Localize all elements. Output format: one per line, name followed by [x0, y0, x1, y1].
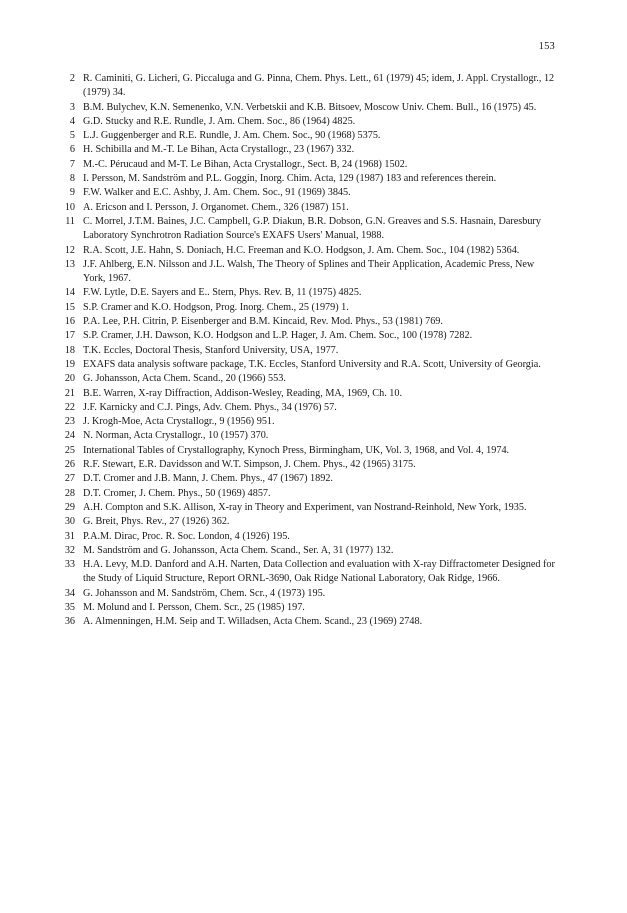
- reference-item: [60, 458, 556, 472]
- reference-item: [60, 401, 556, 415]
- reference-number: 11: [65, 215, 75, 227]
- reference-text: P.A. Lee, P.H. Citrin, P. Eisenberger and B.M. Kincaid, Rev. Mod. Phys., 53 (1981) 769.: [83, 316, 443, 328]
- reference-number: 5: [69, 130, 75, 142]
- reference-text: J.F. Karnicky and C.J. Pings, Adv. Chem. Phys., 34 (1976) 57.: [83, 401, 337, 413]
- reference-text: A. Almenningen, H.M. Seip and T. Willadsen, Acta Chem. Scand., 23 (1969) 2748.: [83, 616, 423, 628]
- reference-text: G. Johansson and M. Sandström, Chem. Scr., 4 (1973) 195.: [83, 587, 326, 599]
- reference-text: EXAFS data analysis software package, T.K. Eccles, Stanford University and R.A. Scott, University of Georgia.: [83, 358, 541, 370]
- reference-text: F.W. Lytle, D.E. Sayers and E.. Stern, Phys. Rev. B, 11 (1975) 4825.: [83, 287, 362, 299]
- reference-text: N. Norman, Acta Crystallogr., 10 (1957) 370.: [83, 430, 269, 442]
- reference-item: [60, 344, 556, 358]
- reference-number: 3: [69, 101, 75, 113]
- reference-item: [60, 429, 556, 443]
- reference-text: D.T. Cromer and J.B. Mann, J. Chem. Phys., 47 (1967) 1892.: [83, 473, 333, 485]
- reference-number: 8: [69, 173, 75, 185]
- reference-number: 24: [64, 430, 75, 442]
- reference-text: H.A. Levy, M.D. Danford and A.H. Narten, Data Collection and evaluation with X-ray Diffractometer Designed for the Study of Liquid Structure, Report ORNL-3690, Oak Ridge National Laboratory, Oak Ridge, 1966.: [83, 559, 555, 585]
- reference-number: 33: [64, 559, 75, 571]
- reference-number: 16: [64, 316, 75, 328]
- reference-item: [60, 372, 556, 386]
- reference-item: [60, 215, 556, 244]
- reference-number: 14: [64, 287, 75, 299]
- reference-text: D.T. Cromer, J. Chem. Phys., 50 (1969) 4857.: [83, 487, 271, 499]
- reference-number: 35: [64, 601, 75, 613]
- reference-text: B.M. Bulychev, K.N. Semenenko, V.N. Verbetskii and K.B. Bitsoev, Moscow Univ. Chem. Bull., 16 (1975) 45.: [83, 101, 537, 113]
- reference-number: 9: [69, 187, 75, 199]
- reference-item: [60, 143, 556, 157]
- reference-list: [60, 72, 556, 630]
- reference-item: [60, 101, 556, 115]
- reference-item: [60, 301, 556, 315]
- reference-number: 36: [64, 616, 75, 628]
- reference-item: [60, 415, 556, 429]
- reference-item: [60, 544, 556, 558]
- reference-item: [60, 444, 556, 458]
- reference-number: 10: [64, 201, 75, 213]
- reference-item: [60, 115, 556, 129]
- reference-text: C. Morrel, J.T.M. Baines, J.C. Campbell, G.P. Diakun, B.R. Dobson, G.N. Greaves and S.S. Hasnain, Daresbury Laboratory Synchrotron Radiation Source's EXAFS Users' Manual, 1988.: [83, 215, 541, 242]
- reference-number: 23: [64, 416, 75, 428]
- reference-number: 18: [64, 344, 75, 356]
- reference-item: [60, 558, 556, 587]
- reference-number: 25: [64, 444, 75, 456]
- reference-text: International Tables of Crystallography, Kynoch Press, Birmingham, UK, Vol. 3, 1968, and Vol. 4, 1974.: [83, 444, 510, 456]
- reference-item: [60, 501, 556, 515]
- reference-text: F.W. Walker and E.C. Ashby, J. Am. Chem. Soc., 91 (1969) 3845.: [83, 187, 351, 199]
- reference-text: M.-C. Pérucaud and M-T. Le Bihan, Acta Crystallogr., Sect. B, 24 (1968) 1502.: [83, 158, 408, 170]
- reference-text: A.H. Compton and S.K. Allison, X-ray in Theory and Experiment, van Nostrand-Reinhold, New York, 1935.: [83, 501, 527, 513]
- reference-item: [60, 358, 556, 372]
- reference-number: 6: [69, 144, 75, 156]
- reference-number: 7: [69, 158, 75, 170]
- reference-item: [60, 201, 556, 215]
- reference-number: 30: [64, 516, 75, 528]
- reference-item: [60, 158, 556, 172]
- reference-item: [60, 615, 556, 629]
- reference-text: G.D. Stucky and R.E. Rundle, J. Am. Chem. Soc., 86 (1964) 4825.: [83, 115, 356, 127]
- reference-number: 31: [64, 530, 75, 542]
- reference-number: 26: [64, 459, 75, 471]
- reference-number: 27: [64, 473, 75, 485]
- reference-item: [60, 72, 556, 101]
- reference-item: [60, 186, 556, 200]
- reference-item: [60, 315, 556, 329]
- reference-item: [60, 329, 556, 343]
- reference-number: 20: [64, 373, 75, 385]
- reference-item: [60, 530, 556, 544]
- reference-item: [60, 472, 556, 486]
- reference-text: T.K. Eccles, Doctoral Thesis, Stanford University, USA, 1977.: [83, 344, 339, 356]
- reference-number: 15: [64, 301, 75, 313]
- reference-text: A. Ericson and I. Persson, J. Organomet. Chem., 326 (1987) 151.: [83, 201, 349, 213]
- reference-number: 34: [64, 587, 75, 599]
- reference-item: [60, 387, 556, 401]
- reference-text: I. Persson, M. Sandström and P.L. Goggin, Inorg. Chim. Acta, 129 (1987) 183 and references therein.: [83, 173, 497, 185]
- reference-number: 4: [69, 115, 75, 127]
- reference-number: 19: [64, 358, 75, 370]
- reference-number: 12: [64, 244, 75, 256]
- reference-text: H. Schibilla and M.-T. Le Bihan, Acta Crystallogr., 23 (1967) 332.: [83, 144, 355, 156]
- page-number: 153: [538, 41, 555, 52]
- reference-item: [60, 129, 556, 143]
- reference-number: 21: [64, 387, 75, 399]
- reference-number: 32: [64, 544, 75, 556]
- reference-item: [60, 286, 556, 300]
- reference-text: M. Molund and I. Persson, Chem. Scr., 25 (1985) 197.: [83, 601, 305, 613]
- reference-number: 22: [64, 401, 75, 413]
- reference-item: [60, 172, 556, 186]
- reference-number: 2: [69, 73, 75, 84]
- reference-text: J. Krogh-Moe, Acta Crystallogr., 9 (1956) 951.: [83, 416, 275, 428]
- reference-item: [60, 587, 556, 601]
- reference-text: P.A.M. Dirac, Proc. R. Soc. London, 4 (1926) 195.: [83, 530, 290, 542]
- reference-number: 17: [64, 330, 75, 342]
- reference-text: L.J. Guggenberger and R.E. Rundle, J. Am. Chem. Soc., 90 (1968) 5375.: [83, 130, 381, 142]
- reference-item: [60, 487, 556, 501]
- reference-number: 13: [64, 258, 75, 270]
- reference-item: [60, 601, 556, 615]
- reference-text: J.F. Ahlberg, E.N. Nilsson and J.L. Walsh, The Theory of Splines and Their Application, Academic Press, New York, 1967.: [83, 258, 535, 285]
- reference-text: R.F. Stewart, E.R. Davidsson and W.T. Simpson, J. Chem. Phys., 42 (1965) 3175.: [83, 459, 416, 471]
- reference-text: G. Johansson, Acta Chem. Scand., 20 (1966) 553.: [83, 373, 286, 385]
- reference-item: [60, 515, 556, 529]
- reference-text: S.P. Cramer and K.O. Hodgson, Prog. Inorg. Chem., 25 (1979) 1.: [83, 301, 349, 313]
- reference-text: R. Caminiti, G. Licheri, G. Piccaluga and G. Pinna, Chem. Phys. Lett., 61 (1979) 45; idem, J. Appl. Crystallogr., 12 (1979) 34.: [83, 73, 555, 99]
- reference-item: [60, 258, 556, 287]
- reference-text: R.A. Scott, J.E. Hahn, S. Doniach, H.C. Freeman and K.O. Hodgson, J. Am. Chem. Soc., 104 (1982) 5364.: [83, 244, 520, 256]
- reference-text: S.P. Cramer, J.H. Dawson, K.O. Hodgson and L.P. Hager, J. Am. Chem. Soc., 100 (1978) 7282.: [83, 330, 473, 342]
- reference-number: 29: [64, 501, 75, 513]
- reference-item: [60, 244, 556, 258]
- reference-text: M. Sandström and G. Johansson, Acta Chem. Scand., Ser. A, 31 (1977) 132.: [83, 544, 394, 556]
- reference-number: 28: [64, 487, 75, 499]
- reference-text: G. Breit, Phys. Rev., 27 (1926) 362.: [83, 516, 230, 528]
- reference-text: B.E. Warren, X-ray Diffraction, Addison-Wesley, Reading, MA, 1969, Ch. 10.: [83, 387, 403, 399]
